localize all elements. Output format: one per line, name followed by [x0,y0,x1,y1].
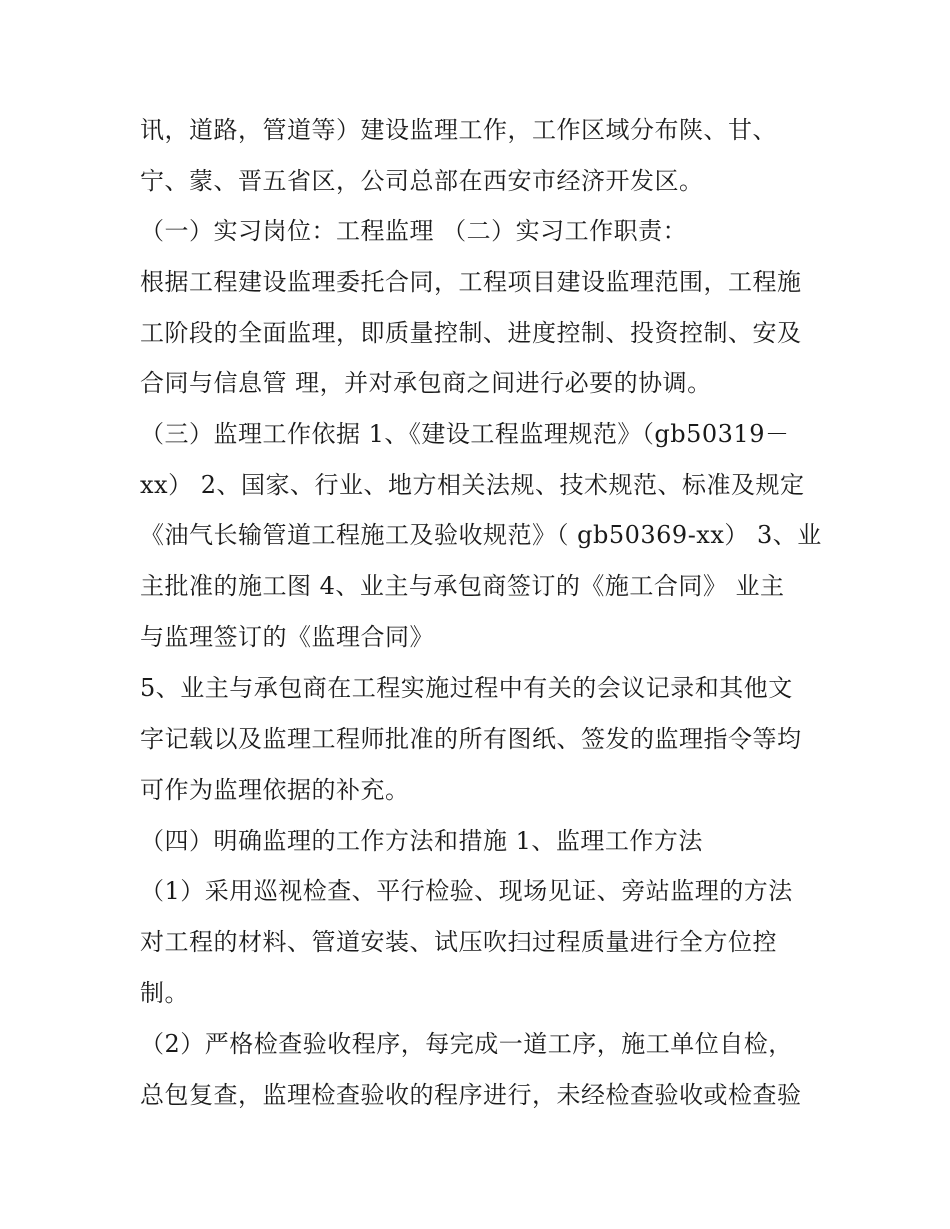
text-line: 主批准的施工图 4、业主与承包商签订的《施工合同》 业主 [140,572,785,600]
text-line: 合同与信息管 理，并对承包商之间进行必要的协调。 [140,369,712,397]
text-line: 总包复查，监理检查验收的程序进行，未经检查验收或检查验 [140,1081,802,1109]
text-line: （三）监理工作依据 1、《建设工程监理规范》（gb50319－ [140,420,790,448]
text-line: 宁、蒙、晋五省区，公司总部在西安市经济开发区。 [140,167,704,195]
text-line: （一）实习岗位：工程监理 （二）实习工作职责： [140,217,688,245]
text-line: xx） 2、国家、行业、地方相关法规、技术规范、标准及规定 [140,471,805,499]
text-line: 制。 [140,979,189,1007]
text-line: （四）明确监理的工作方法和措施 1、监理工作方法 [140,827,703,855]
text-line: 《油气长输管道工程施工及验收规范》（ gb50369-xx） 3、业 [140,521,822,549]
text-line: 工阶段的全面监理，即质量控制、进度控制、投资控制、安及 [140,319,802,347]
text-line: 5、业主与承包商在工程实施过程中有关的会议记录和其他文 [140,674,793,702]
text-line: （1）采用巡视检查、平行检验、现场见证、旁站监理的方法 [140,877,793,905]
text-line: 讯，道路，管道等）建设监理工作，工作区域分布陕、甘、 [140,116,777,144]
text-line: 可作为监理依据的补充。 [140,776,410,804]
text-line: 对工程的材料、管道安装、试压吹扫过程质量进行全方位控 [140,928,777,956]
text-line: 与监理签订的《监理合同》 [140,623,434,651]
text-line: （2）严格检查验收程序，每完成一道工序，施工单位自检， [140,1030,793,1058]
text-line: 根据工程建设监理委托合同，工程项目建设监理范围，工程施 [140,268,802,296]
text-line: 字记载以及监理工程师批准的所有图纸、签发的监理指令等均 [140,725,802,753]
